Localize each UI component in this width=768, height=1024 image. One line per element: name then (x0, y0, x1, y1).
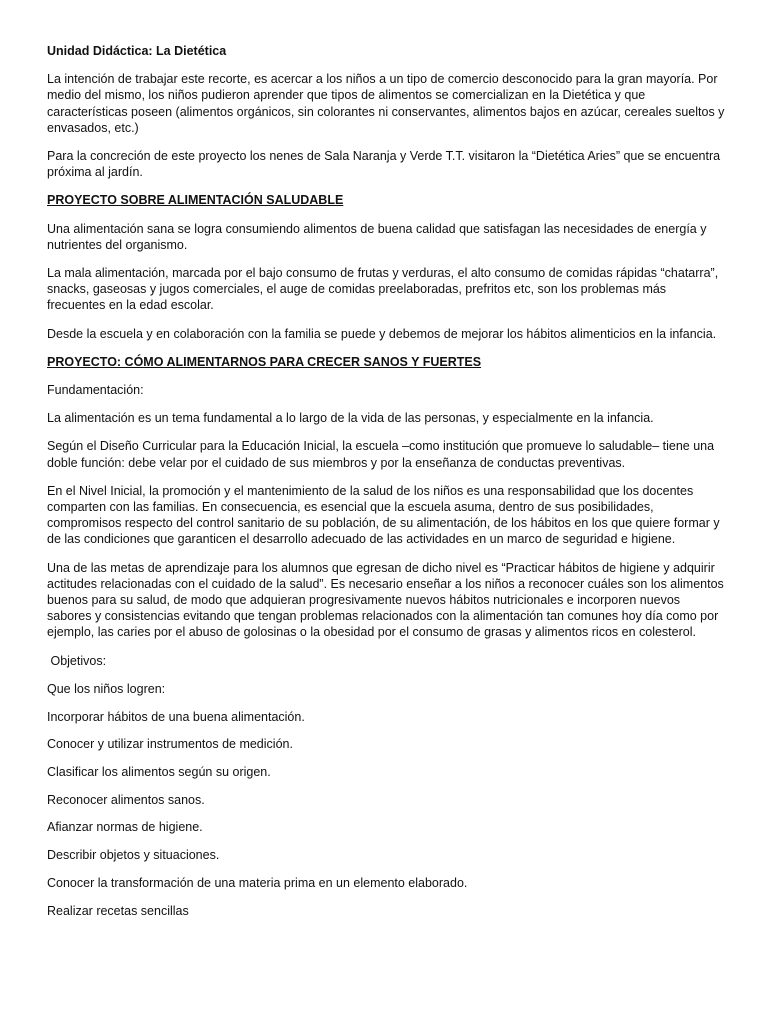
objetivo-item: Describir objetos y situaciones. (47, 848, 220, 863)
objetivos-intro: Que los niños logren: (47, 681, 166, 696)
heading-proyecto-crecer: PROYECTO: CÓMO ALIMENTARNOS PARA CRECER SANOS Y FUERTES (47, 354, 482, 369)
paragraph-alimentacion-sana: Una alimentación sana se logra consumiendo alimentos de buena calidad que satisfagan las necesidades de energía y nutrientes del organismo. (47, 221, 707, 252)
objetivo-item: Conocer y utilizar instrumentos de medición. (47, 737, 293, 752)
document-body (47, 43, 727, 930)
paragraph-metas: Una de las metas de aprendizaje para los alumnos que egresan de dicho nivel es “Practicar hábitos de higiene y adquirir actitudes relacionadas con el cuidado de la salud”. Es necesario enseñar a los niños a reconocer cuáles son los alimentos buenos para su salud, de modo que adquieran progresivamente nuevos hábitos nutricionales e incorporen nuevos sabores y consistencias evitando que tengan problemas relacionados con la alimentación tan comunes hoy día como por ejemplo, las caries por el abuso de golosinas o la obesidad por el consumo de grasas y alimentos ricos en colesterol. (47, 560, 724, 640)
objetivo-item: Realizar recetas sencillas (47, 903, 189, 918)
objetivo-item: Conocer la transformación de una materia prima en un elemento elaborado. (47, 875, 468, 890)
objetivo-item: Incorporar hábitos de una buena alimentación. (47, 709, 305, 724)
label-fundamentacion: Fundamentación: (47, 383, 144, 398)
objetivo-item: Clasificar los alimentos según su origen. (47, 765, 271, 779)
paragraph-intro: La intención de trabajar este recorte, es acercar a los niños a un tipo de comercio desconocido para la gran mayoría. Por medio del mismo, los niños pudieron aprender que tipos de alimentos se comercializan en la Dietética y que características poseen (alimentos orgánicos, sin colorantes ni conservantes, alimentos bajos en azúcar, cereales sueltos y envasados, etc.) (47, 72, 725, 135)
paragraph-diseno-curricular: Según el Diseño Curricular para la Educación Inicial, la escuela –como institución que promueve lo saludable– tiene una doble función: debe velar por el cuidado de sus miembros y por la enseñanza de conductas preventivas. (47, 439, 715, 470)
heading-proyecto-alimentacion: PROYECTO SOBRE ALIMENTACIÓN SALUDABLE (47, 193, 344, 208)
document-title: Unidad Didáctica: La Dietética (47, 44, 227, 58)
paragraph-nivel-inicial: En el Nivel Inicial, la promoción y el mantenimiento de la salud de los niños es una responsabilidad que los docentes comparten con las familias. En consecuencia, es esencial que la escuela asuma, dentro de sus posibilidades, compromisos respecto del control sanitario de su población, de su alimentación, de los hábitos en los que quiere formar y de las condiciones que garanticen el desarrollo adecuado de las actividades en un marco de seguridad e higiene. (47, 483, 720, 547)
label-objetivos: Objetivos: (47, 653, 107, 668)
paragraph-escuela-familia: Desde la escuela y en colaboración con la familia se puede y debemos de mejorar los hábitos alimenticios en la infancia. (47, 326, 717, 341)
objetivo-item: Afianzar normas de higiene. (47, 820, 203, 835)
paragraph-tema-fundamental: La alimentación es un tema fundamental a lo largo de la vida de las personas, y especialmente en la infancia. (47, 411, 654, 426)
paragraph-mala-alimentacion: La mala alimentación, marcada por el bajo consumo de frutas y verduras, el alto consumo de comidas rápidas “chatarra”, snacks, gaseosas y jugos comerciales, el auge de comidas preelaboradas, prefritos etc, son los problemas más frecuentes en la edad escolar. (47, 266, 719, 313)
paragraph-visit: Para la concreción de este proyecto los nenes de Sala Naranja y Verde T.T. visitaron la “Dietética Aries” que se encuentra próxima al jardín. (47, 149, 721, 180)
objetivo-item: Reconocer alimentos sanos. (47, 792, 205, 807)
